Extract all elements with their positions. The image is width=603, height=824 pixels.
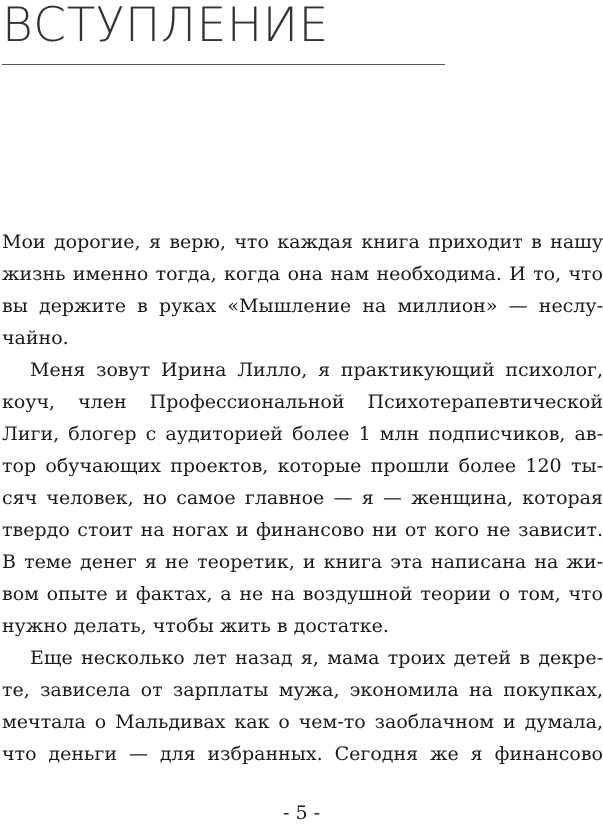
- text-line: жизнь именно тогда, когда она нам необходима. И то, что: [2, 263, 603, 285]
- text-line: те, зависела от зарплаты мужа, экономила на покупках,: [2, 679, 603, 701]
- text-line: нужно делать, чтобы жить в достатке.: [2, 615, 389, 637]
- title-divider: [2, 64, 445, 65]
- text-line: твердо стоит на ногах и финансово ни от кого не зависит.: [2, 519, 603, 541]
- paragraph-3: [2, 642, 603, 770]
- text-line: Меня зовут Ирина Лилло, я практикующий психолог,: [30, 359, 603, 381]
- text-line: В теме денег я не теоретик, и книга эта написана на жи-: [2, 551, 603, 573]
- paragraph-1: [2, 226, 603, 354]
- text-line: чайно.: [2, 327, 69, 349]
- text-line: Еще несколько лет назад я, мама троих детей в декре-: [30, 647, 603, 669]
- text-line: вом опыте и фактах, а не на воздушной теории о том, что: [2, 583, 603, 605]
- body-text: [2, 226, 603, 770]
- text-line: мечтала о Мальдивах как о чем-то заоблачном и думала,: [2, 711, 603, 733]
- text-line: сяч человек, но самое главное — я — женщина, которая: [2, 487, 603, 509]
- paragraph-2: [2, 354, 603, 642]
- text-line: что деньги — для избранных. Сегодня же я финансово: [2, 743, 603, 765]
- text-line: вы держите в руках «Мышление на миллион» — неслу-: [2, 295, 603, 317]
- text-line: коуч, член Профессиональной Психотерапевтической: [2, 391, 603, 413]
- text-line: Мои дорогие, я верю, что каждая книга приходит в нашу: [2, 231, 603, 253]
- text-line: Лиги, блогер с аудиторией более 1 млн подписчиков, ав-: [2, 423, 603, 445]
- page-number: - 5 -: [282, 802, 320, 824]
- text-line: тор обучающих проектов, которые прошли более 120 ты-: [2, 455, 603, 477]
- chapter-title: ВСТУПЛЕНИЕ: [2, 0, 329, 53]
